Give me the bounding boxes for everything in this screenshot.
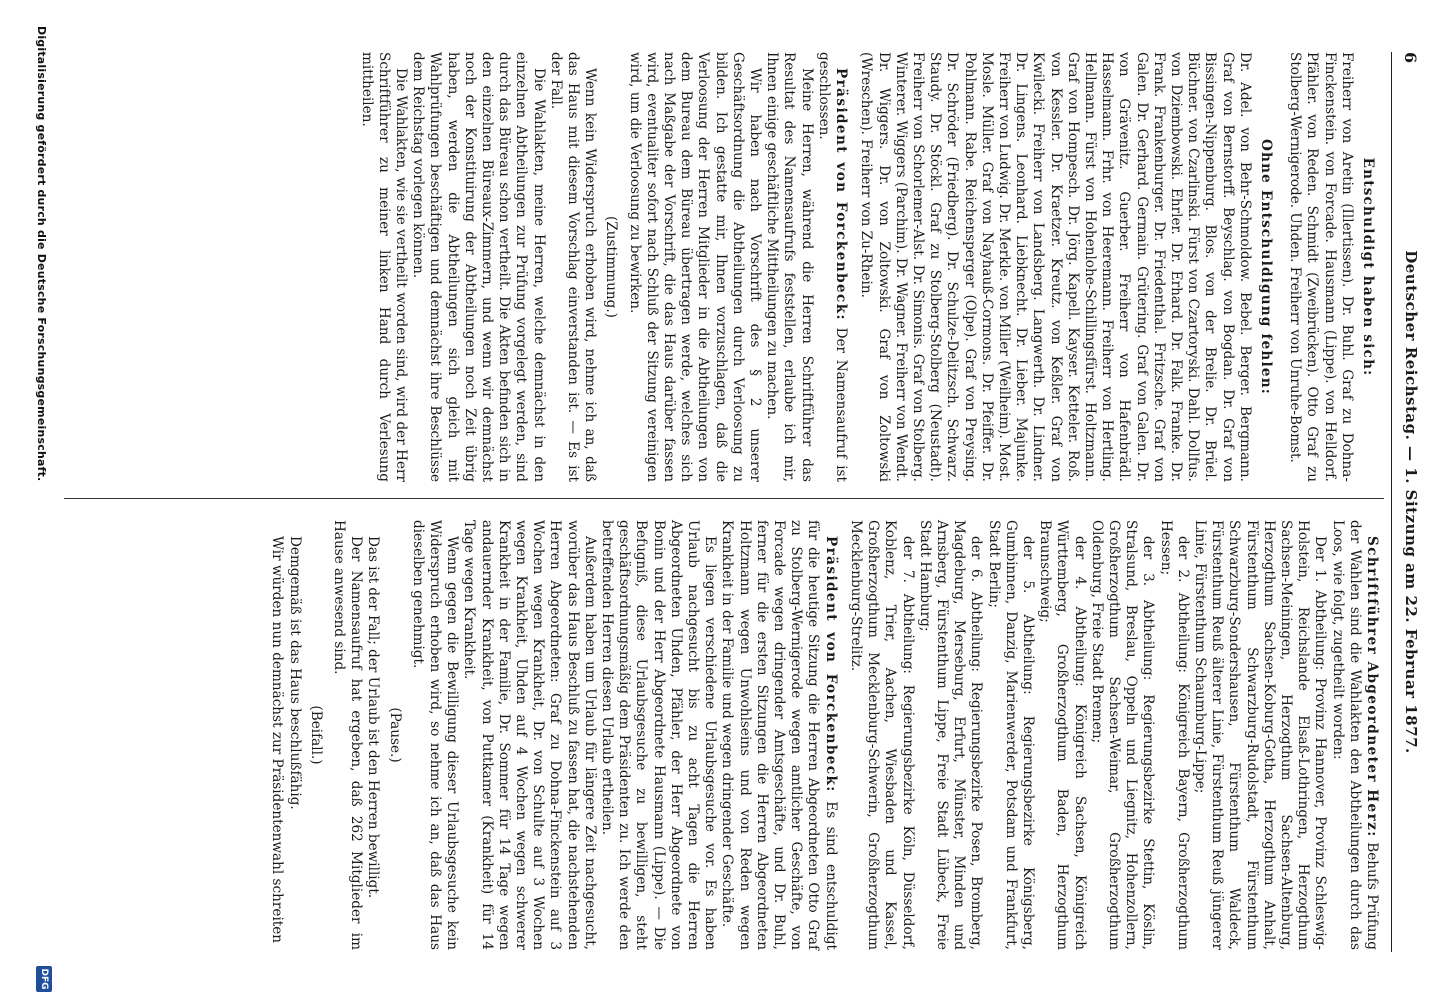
running-title: Deutscher Reichstag. — 1. Sitzung am 22. Februar 1877.	[1402, 250, 1420, 754]
speaker-label: Schriftführer Abgeordneter Herz:	[1364, 536, 1380, 838]
left-column	[357, 52, 1380, 482]
president-statement	[815, 52, 849, 482]
applause-note: (Beifall.)	[307, 705, 324, 765]
absent-list: Dr. Adel. von Behr-Schmoldow. Bebel. Berger. Bergmann. Graf von Bernstorff. Beyschlag. von Bogdan. Dr. Graf von Bissingen-Nippenburg. Blos. von der Brelie. Dr. Brüel. Büchner. von Czarlinski. Fürst von Czartoryski. Dahl. Dollfus. von Dziembowski. Ehrler. Dr. Erhard. Dr. Falk. Franke. Dr. Frank. Frankenburger. Dr. Friedenthal. Fritzsche. Graf von Galen. Dr. Gerhard. Germain. Grütering. Graf von Galen. Dr. von Grävenitz. Guerber. Freiherr von Hafenbrädl. Hasselmann. Frhr. von Heeremann. Freiherr von Hertling. Hellmann. Fürst von Hohenlohe-Schillingsfürst. Holtzmann. Graf von Hompesch. Dr. Jörg. Kapell. Kayser. Ketteler. Roß. von Kessler. Dr. Kraetzer. Kreutz. von Keßler. Graf von Kwilecki. Freiherr von Landsberg. Langwerth. Dr. Lindner. Dr. Lingens. Leonhard. Liebknecht. Dr. Lieber. Majunke. Freiherr von Ludwig. Dr. Merkle. von Miller (Weilheim). Most. Mosle. Müller. Graf von Nayhauß-Cormons. Dr. Pfeiffer. Dr. Pohlmann. Rabe. Reichensperger (Olpe). Graf von Preysing. Dr. Schröder (Friedberg). Dr. Schulze-Delitzsch. Schwarz. Staudy. Dr. Stöckl. Graf zu Stolberg-Stolberg (Neustadt). Freiherr von Schorlemer-Alst. Dr. Simonis. Graf von Stolberg. Winterer. Wiggers (Parchim). Dr. Wagner. Freiherr von Wendt. Dr. Wiggers. Dr. von Zoltowski. Graf von Zoltowski (Wreschen). Freiherr von Zu-Rhein.	[858, 52, 1253, 482]
paragraph: Wir haben nach Vorschrift des § 2 unserer Geschäftsordnung die Abtheilungen durch Verloosung zu bilden. Ich gestatte mir, Ihnen vorzuschlagen, daß die Verloosung der Herren Mitglieder in die Abtheilungen von dem Bureau dem Büreau übertragen werde, welches sich nach Maßgabe der Vorschrift, die das Haus darüber fassen wird, eventualiter sofort nach Schluß der Sitzung vereinigen wird, um die Verloosung zu bewirken.	[626, 52, 764, 482]
paragraph: Der Namensaufruf hat ergeben, daß 262 Mitglieder im Hause anwesend sind.	[331, 520, 365, 950]
right-column	[268, 520, 1380, 950]
paragraph: Meine Herren, während die Herren Schriftführer das Resultat des Namensaufrufs feststellen, erlaube ich mir, Ihnen einige geschäftliche Mittheilungen zu machen.	[764, 52, 815, 482]
division-entry: der 7. Abtheilung: Regierungsbezirke Köln, Düsseldorf, Koblenz, Trier, Aachen, Wiesbaden und Kassel, Großherzogthum Mecklenburg-Schwerin, Großherzogthum Mecklenburg-Strelitz.	[847, 520, 916, 950]
division-entry: der 3. Abtheilung: Regierungsbezirke Stettin, Köslin, Stralsund, Breslau, Oppeln und Liegnitz, Hohenzollern, Großherzogthum Sachsen-Weimar, Großherzogthum Oldenburg, Freie Stadt Bremen;	[1088, 520, 1157, 950]
page-number: 6	[1401, 52, 1420, 64]
paragraph: Es liegen verschiedene Urlaubsgesuche vor. Es haben Urlaub nachgesucht bis zu acht Tagen die Herren Abgeordneten Uhden, Pfähler, der Herr Abgeordnete von Bonin und der Herr Abgeordnete Hausmann (Lippe). — Die Befugniß, diese Urlaubsgesuche zu bewilligen, steht geschäftsordnungsmäßig dem Präsidenten zu. Ich werde den betreffenden Herren diesen Urlaub ertheilen.	[599, 520, 719, 950]
digitization-note: Digitalisierung gefördert durch die Deutsche Forschungsgemeinschaft.	[35, 26, 48, 482]
excused-heading: Entschuldigt haben sich:	[1360, 157, 1376, 377]
paragraph: Die Wahlakten, meine Herren, welche demnächst in den einzelnen Abtheilungen zur Prüfung vorgelegt werden, sind durch das Büreau schon vertheilt. Die Akten befinden sich in den einzelnen Büreaux-Zimmern, und wenn wir demnächst noch der Konstituirung der Abtheilungen noch Zeit übrig haben, werden die Abtheilungen sich gleich mit Wahlprüfungen beschäftigen und demnächst ihre Beschlüsse dem Reichstag vorlegen können.	[410, 52, 547, 482]
speaker-label: Präsident von Forckenbeck:	[822, 536, 839, 793]
division-entry: der 6. Abtheilung: Regierungsbezirke Posen, Bromberg, Magdeburg, Merseburg, Erfurt, Münster, Minden und Arnsberg, Fürstenthum Lippe, Freie Stadt Lübeck, Freie Stadt Hamburg;	[916, 520, 985, 950]
paragraph: Demgemäß ist das Haus beschlußfähig.	[286, 536, 303, 810]
pause-note: (Pause.)	[386, 707, 403, 763]
excused-list: Freiherr von Aretin (Illertissen). Dr. Buhl. Graf zu Dohna-Finckenstein. von Forcade. Hausmann (Lippe). von Helldorf. Pfähler. von Reden. Schmidt (Zweibrücken). Otto Graf zu Stolberg-Wernigerode. Uhden. Freiherr von Unruhe-Bomst.	[1287, 52, 1355, 482]
speaker-text: Es sind entschuldigt für die heutige Sitzung die Herren Abgeordneten Otto Graf zu Stolberg-Wernigerode wegen amtlicher Geschäfte, von Forcade wegen dringender Amtsgeschäfte, und Dr. Buhl, ferner für die ersten Sitzungen die Herren Abgeordneten Holtzmann wegen Unwohlseins und von Reden wegen Krankheit in der Familie und wegen dringender Geschäfte.	[719, 520, 839, 950]
header-rule	[1391, 52, 1392, 952]
paragraph: Das ist der Fall; der Urlaub ist den Herren bewilligt.	[365, 536, 382, 899]
page-header	[1396, 52, 1422, 952]
absent-heading: Ohne Entschuldigung fehlen:	[1257, 138, 1274, 396]
paragraph: Außerdem haben um Urlaub für längere Zeit nachgesucht, worüber das Haus Beschluß zu fassen hat, die nachstehenden Herren Abgeordneten: Graf zu Dohna-Finckenstein auf 3 Wochen wegen Krankheit, Dr. von Schulte auf 3 Wochen wegen Krankheit, Uhden auf 4 Wochen wegen schwerer Krankheit in der Familie, Dr. Sommer für 14 Tage wegen andauernder Krankheit, von Puttkamer (Krankheit) für 14 Tage wegen Krankheit.	[461, 520, 598, 950]
division-entry: der 2. Abtheilung: Königreich Bayern, Großherzogthum Hessen;	[1157, 520, 1191, 950]
assent-note: (Zustimmung.)	[603, 216, 620, 318]
speaker-text: Behufs Prüfung der Wahlen sind die Wahlakten den Abtheilungen durch das Loos, wie folgt, zugetheilt worden:	[1329, 520, 1380, 951]
president-statement	[718, 520, 838, 950]
speaker-text: Der Namensaufruf ist geschlossen.	[815, 52, 850, 482]
division-entry: der 5. Abtheilung: Regierungsbezirke Königsberg, Gumbinnen, Danzig, Marienwerder, Potsdam und Frankfurt, Stadt Berlin;	[985, 520, 1036, 950]
division-entry: der 4. Abtheilung: Königreich Sachsen, Königreich Württemberg, Großherzogthum Baden, Herzogthum Braunschweig;	[1037, 520, 1088, 950]
column-divider	[64, 498, 1384, 499]
dfg-logo: DFG	[36, 966, 52, 992]
secretary-statement	[1328, 520, 1380, 950]
speaker-label: Präsident von Forckenbeck:	[833, 68, 850, 321]
paragraph: Die Wahlakten, wie sie vertheilt worden sind, wird der Herr Schriftführer zu meiner linken Hand durch Verlesung mittheilen.	[358, 52, 410, 482]
paragraph: Wir würden nun demnächst zur Präsidentenwahl schreiten	[269, 536, 286, 944]
paragraph: Wenn gegen die Bewilligung dieser Urlaubsgesuche kein Widerspruch erhoben wird, so nehme ich an, daß das Haus dieselben genehmigt.	[409, 520, 461, 950]
paragraph: Wenn kein Widerspruch erhoben wird, nehme ich an, daß das Haus mit diesem Vorschlag einverstanden ist. — Es ist der Fall.	[547, 52, 599, 482]
division-entry: Der 1. Abtheilung: Provinz Hannover, Provinz Schleswig-Holstein, Reichslande Elsaß-Lothringen, Herzogthum Sachsen-Meiningen, Herzogthum Sachsen-Altenburg, Herzogthum Sachsen-Koburg-Gotha, Herzogthum Anhalt, Fürstenthum Schwarzburg-Rudolstadt, Fürstenthum Schwarzburg-Sondershausen, Fürstenthum Waldeck, Fürstenthum Reuß älterer Linie, Fürstenthum Reuß jüngerer Linie, Fürstenthum Schaumburg-Lippe;	[1191, 520, 1329, 950]
